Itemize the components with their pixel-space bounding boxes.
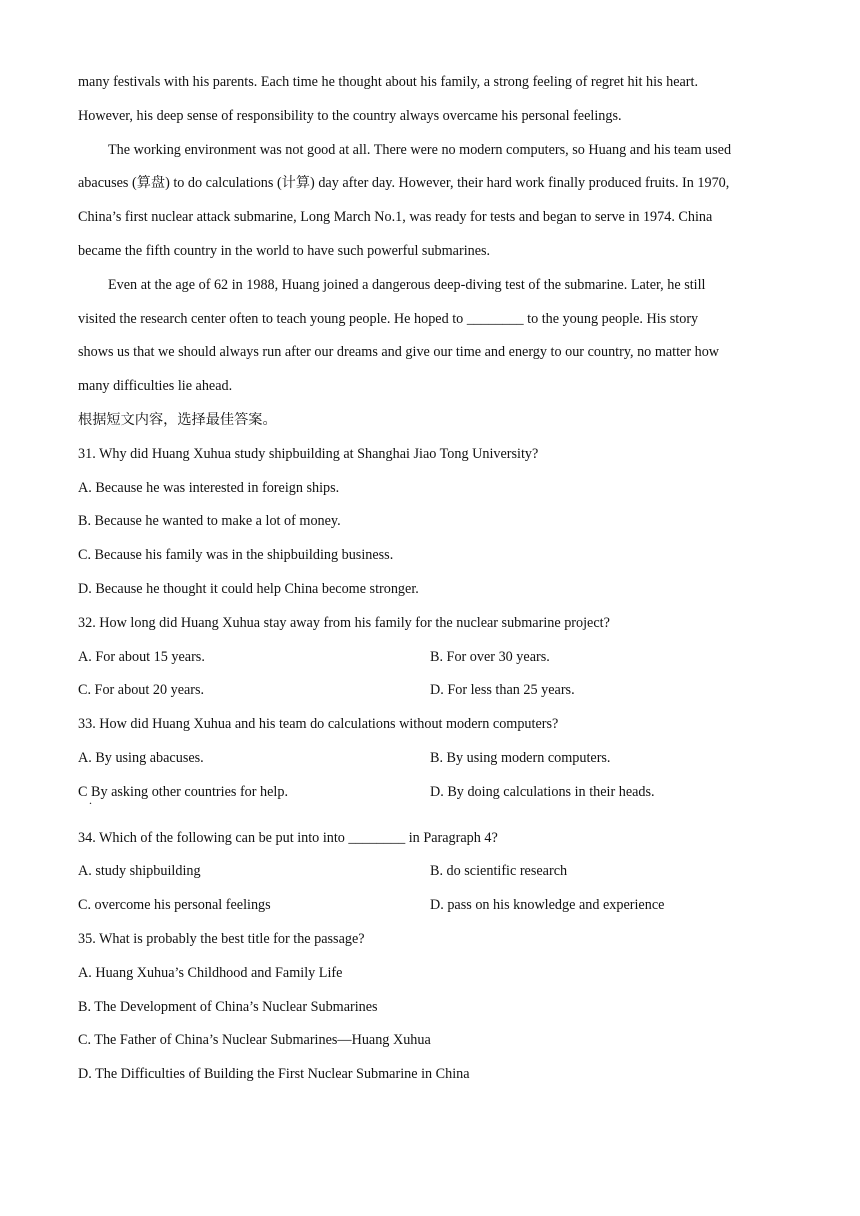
question-32 (78, 607, 778, 708)
text-line: visited the research center often to teach young people. He hoped to ________ to the young people. His story (78, 310, 699, 327)
option-b: B. Because he wanted to make a lot of money. (78, 513, 341, 530)
option-c: C By asking other countries for help. . (78, 776, 430, 810)
question-stem: 34. Which of the following can be put into into ________ in Paragraph 4? (78, 829, 498, 846)
options-row (78, 674, 778, 708)
option-a: A. Huang Xuhua’s Childhood and Family Life (78, 964, 343, 981)
options-row (78, 889, 778, 923)
question-31 (78, 438, 778, 607)
text-line: Even at the age of 62 in 1988, Huang joined a dangerous deep-diving test of the submarine. Later, he still (108, 276, 706, 293)
option-d: D. By doing calculations in their heads. (430, 783, 655, 800)
option-c: C. For about 20 years. (78, 682, 205, 699)
option-d: D. pass on his knowledge and experience (430, 897, 665, 914)
paragraph-5 (78, 269, 778, 404)
text-line: China’s first nuclear attack submarine, Long March No.1, was ready for tests and began to serve in 1974. China (78, 209, 713, 226)
option-a: A. For about 15 years. (78, 648, 205, 665)
option-b: B. For over 30 years. (430, 648, 550, 665)
text-line: shows us that we should always run after our dreams and give our time and energy to our country, no matter how (78, 344, 720, 361)
text-line: many difficulties lie ahead. (78, 378, 233, 395)
option-c: C. Because his family was in the shipbuilding business. (78, 547, 394, 564)
document-page (78, 66, 778, 1092)
paragraph-3 (78, 66, 778, 134)
paragraph-4 (78, 134, 778, 269)
question-33 (78, 708, 778, 821)
spacer (78, 810, 778, 822)
option-d: D. For less than 25 years. (430, 682, 575, 699)
question-stem: 31. Why did Huang Xuhua study shipbuilding at Shanghai Jiao Tong University? (78, 445, 539, 462)
options-row (78, 855, 778, 889)
option-a: A. study shipbuilding (78, 863, 201, 880)
question-stem: 33. How did Huang Xuhua and his team do calculations without modern computers? (78, 716, 559, 733)
options-row (78, 742, 778, 776)
options-row (78, 641, 778, 675)
option-b: B. The Development of China’s Nuclear Submarines (78, 998, 378, 1015)
option-b: B. do scientific research (430, 863, 568, 880)
option-a: A. Because he was interested in foreign ships. (78, 479, 340, 496)
question-35 (78, 923, 778, 1092)
options-row (78, 776, 778, 810)
question-34 (78, 822, 778, 923)
option-d: D. The Difficulties of Building the First Nuclear Submarine in China (78, 1066, 470, 1083)
option-b: B. By using modern computers. (430, 749, 611, 766)
option-c: C. The Father of China’s Nuclear Submarines—Huang Xuhua (78, 1032, 431, 1049)
text-line: abacuses (算盘) to do calculations (计算) day after day. However, their hard work finally produced fruits. In 1970, (78, 175, 730, 192)
option-d: D. Because he thought it could help China become stronger. (78, 580, 419, 597)
text-line: became the fifth country in the world to have such powerful submarines. (78, 242, 491, 259)
text-line: many festivals with his parents. Each time he thought about his family, a strong feeling of regret hit his heart. (78, 74, 699, 90)
text-line: The working environment was not good at all. There were no modern computers, so Huang and his team used (108, 141, 732, 158)
question-stem: 32. How long did Huang Xuhua stay away from his family for the nuclear submarine project? (78, 614, 610, 631)
option-c: C. overcome his personal feelings (78, 897, 271, 914)
instruction: 根据短文内容，选择最佳答案。 (78, 411, 277, 428)
question-stem: 35. What is probably the best title for the passage? (78, 930, 365, 947)
text-line: However, his deep sense of responsibility to the country always overcame his personal feelings. (78, 107, 622, 124)
option-a: A. By using abacuses. (78, 749, 204, 766)
